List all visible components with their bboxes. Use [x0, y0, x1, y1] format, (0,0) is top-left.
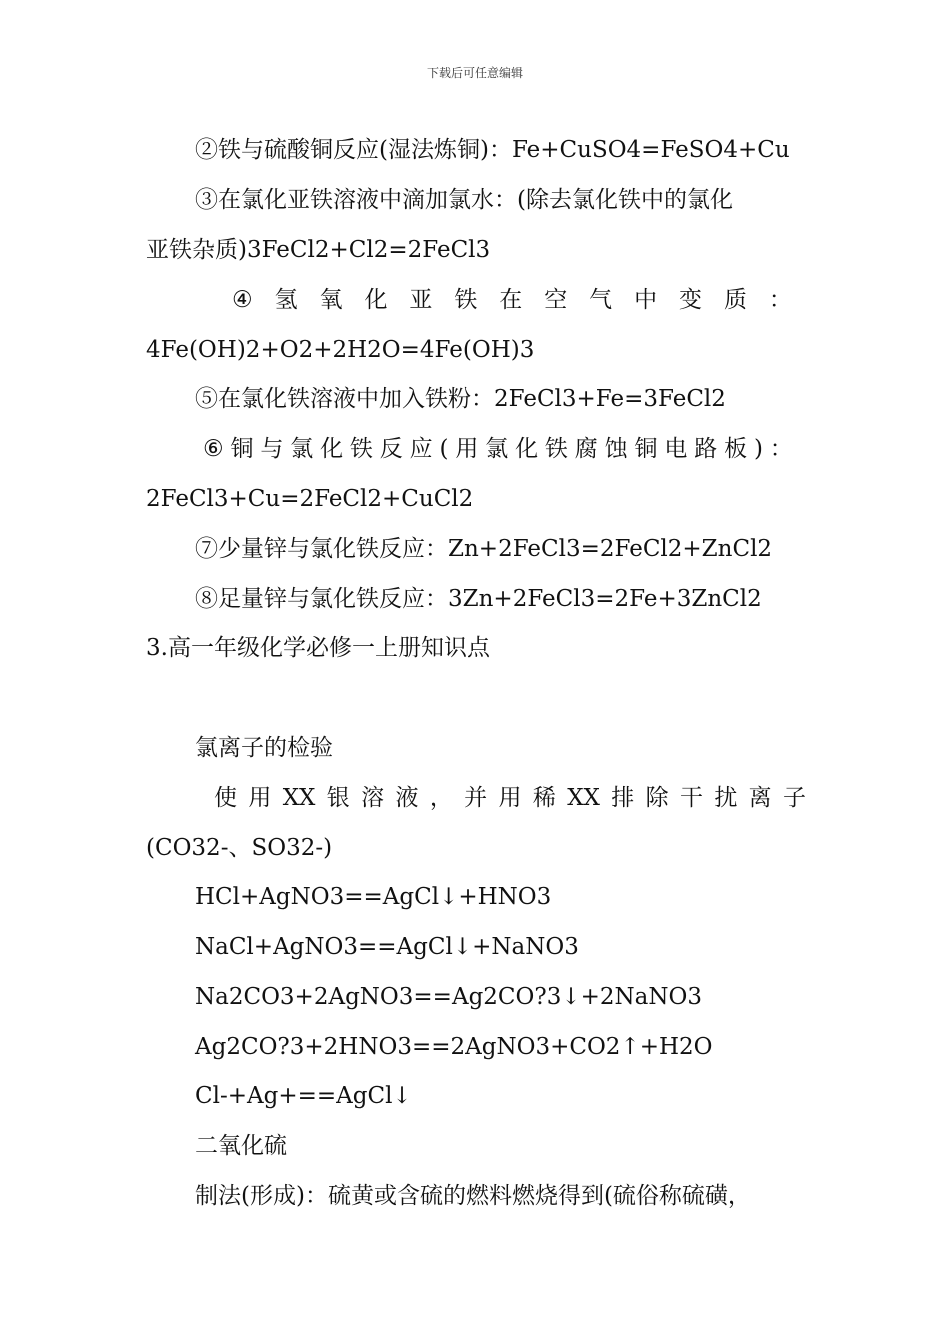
text-glyph: 变 [679, 287, 702, 313]
equation-line: HCl+AgNO3==AgCl↓+HNO3 [195, 884, 552, 910]
text-glyph: 溶 [361, 785, 385, 811]
text-line: 亚铁杂质)3FeCl2+Cl2=2FeCl3 [146, 237, 491, 263]
text-glyph: ( [439, 436, 449, 462]
equation-line: Na2CO3+2AgNO3==Ag2CO?3↓+2NaNO3 [195, 984, 702, 1010]
subheading: 二氧化硫 [195, 1133, 287, 1159]
text-glyph: 用 [455, 436, 479, 462]
text-glyph: ④ [232, 287, 253, 313]
text-line: 2FeCl3+Cu=2FeCl2+CuCl2 [146, 486, 474, 512]
text-glyph: ⑥ [203, 436, 224, 462]
text-glyph: ： [769, 436, 793, 462]
text-glyph: 排 [611, 785, 635, 811]
text-glyph: 氢 [274, 287, 298, 313]
text-glyph: 电 [664, 436, 688, 462]
text-line-justified [232, 285, 792, 315]
text-line: (CO32-、SO32-) [146, 835, 333, 861]
text-glyph: 用 [248, 785, 272, 811]
text-glyph: 银 [326, 785, 350, 811]
text-glyph: 稀 [532, 785, 556, 811]
text-glyph: 腐 [574, 436, 598, 462]
text-glyph: 应 [409, 436, 433, 462]
text-glyph: 路 [694, 436, 718, 462]
text-glyph: 子 [783, 785, 806, 811]
text-glyph: ： [768, 287, 792, 313]
text-glyph: 铁 [349, 436, 373, 462]
text-glyph: 离 [748, 785, 772, 811]
text-glyph: 气 [589, 287, 613, 313]
subheading: 氯离子的检验 [195, 735, 333, 761]
text-glyph: XX [567, 785, 600, 811]
text-glyph: 化 [320, 436, 344, 462]
text-line: ⑧足量锌与氯化铁反应：3Zn+2FeCl3=2Fe+3ZnCl2 [195, 586, 762, 612]
text-glyph: 空 [544, 287, 568, 313]
text-glyph: ， [429, 785, 453, 811]
text-glyph: 反 [379, 436, 403, 462]
text-glyph: 亚 [409, 287, 433, 313]
text-glyph: 扰 [714, 785, 738, 811]
page-header: 下载后可任意编辑 [426, 66, 523, 80]
text-glyph: 铜 [634, 436, 658, 462]
text-glyph: 化 [364, 287, 388, 313]
text-glyph: 使 [214, 785, 237, 811]
text-line: ⑤在氯化铁溶液中加入铁粉：2FeCl3+Fe=3FeCl2 [195, 386, 726, 412]
text-glyph: 干 [679, 785, 703, 811]
text-line: ⑦少量锌与氯化铁反应：Zn+2FeCl3=2FeCl2+ZnCl2 [195, 536, 773, 562]
text-glyph: ) [753, 436, 763, 462]
text-glyph: 化 [515, 436, 539, 462]
section-heading: 3.高一年级化学必修一上册知识点 [146, 635, 490, 661]
text-glyph: 蚀 [604, 436, 628, 462]
equation-line: Ag2CO?3+2HNO3==2AgNO3+CO2↑+H2O [195, 1034, 713, 1060]
text-glyph: 液 [395, 785, 419, 811]
text-glyph: 铁 [544, 436, 568, 462]
text-glyph: 氯 [290, 436, 314, 462]
text-line-justified [203, 434, 793, 464]
text-glyph: 并 [464, 785, 488, 811]
text-glyph: 用 [498, 785, 522, 811]
text-glyph: 铜 [230, 436, 254, 462]
text-glyph: 氧 [319, 287, 343, 313]
equation-line: NaCl+AgNO3==AgCl↓+NaNO3 [195, 934, 579, 960]
equation-line: Cl-+Ag+==AgCl↓ [195, 1083, 412, 1109]
text-glyph: 除 [645, 785, 669, 811]
text-glyph: 质 [723, 287, 747, 313]
text-glyph: 中 [634, 287, 658, 313]
text-glyph: 氯 [485, 436, 509, 462]
text-line: 4Fe(OH)2+O2+2H2O=4Fe(OH)3 [146, 337, 535, 363]
text-glyph: 板 [724, 436, 748, 462]
text-glyph: 铁 [454, 287, 478, 313]
text-line-justified [214, 783, 806, 813]
text-glyph: 与 [260, 436, 284, 462]
text-glyph: 在 [499, 287, 523, 313]
text-glyph: XX [282, 785, 316, 811]
text-line: ③在氯化亚铁溶液中滴加氯水：(除去氯化铁中的氯化 [195, 187, 733, 213]
text-line: 制法(形成)：硫黄或含硫的燃料燃烧得到(硫俗称硫磺， [195, 1183, 751, 1209]
text-line: ②铁与硫酸铜反应(湿法炼铜)：Fe+CuSO4=FeSO4+Cu [195, 137, 790, 163]
